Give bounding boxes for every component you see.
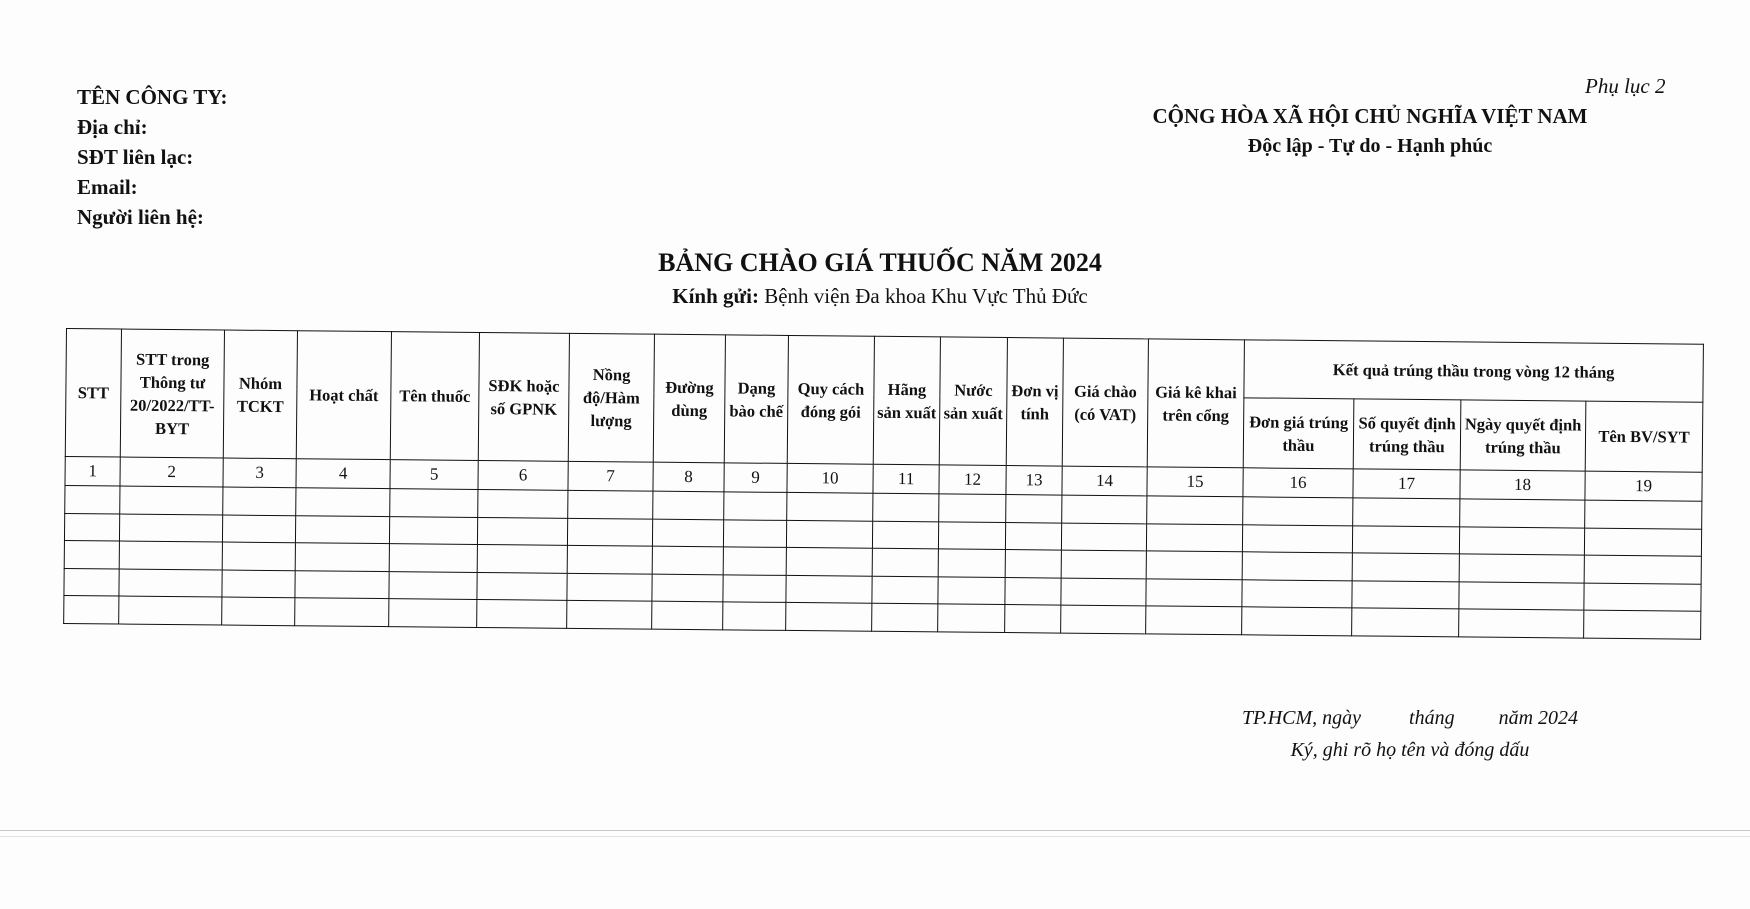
column-number: 5 <box>390 460 478 490</box>
header-winning-unit-price: Đơn giá trúng thầu <box>1243 398 1354 469</box>
price-quote-table-wrapper <box>63 328 1690 671</box>
header-hospital-name: Tên BV/SYT <box>1585 401 1703 472</box>
column-number: 18 <box>1460 470 1585 500</box>
column-number: 13 <box>1006 466 1062 496</box>
header-tender-results-group: Kết quả trúng thầu trong vòng 12 tháng <box>1244 340 1704 402</box>
column-number: 4 <box>296 459 390 489</box>
recipient-name: Bệnh viện Đa khoa Khu Vực Thủ Đức <box>764 284 1088 308</box>
header-registration-no: SĐK hoặc số GPNK <box>478 332 569 461</box>
header-active-ingredient: Hoạt chất <box>296 331 391 460</box>
column-number: 8 <box>653 462 724 492</box>
column-number: 17 <box>1353 469 1460 499</box>
column-number: 7 <box>568 461 653 491</box>
signature-block <box>1210 702 1610 766</box>
address-label: Địa chỉ: <box>77 115 148 139</box>
header-manufacturer: Hãng sản xuất <box>873 336 940 465</box>
column-number: 6 <box>478 460 568 490</box>
recipient-line <box>450 284 1310 309</box>
scan-edge-line <box>0 830 1750 831</box>
signature-note: Ký, ghi rõ họ tên và đóng dấu <box>1290 739 1530 761</box>
column-number: 19 <box>1585 471 1702 501</box>
header-offer-price: Giá chào (có VAT) <box>1062 338 1148 467</box>
email-label: Email: <box>77 175 138 199</box>
column-number: 10 <box>787 463 873 493</box>
column-number: 11 <box>873 464 939 494</box>
header-group: Nhóm TCKT <box>223 330 297 459</box>
header-stt-circular: STT trong Thông tư 20/2022/TT-BYT <box>120 329 224 458</box>
header-stt: STT <box>65 329 121 458</box>
company-name-label: TÊN CÔNG TY: <box>77 85 228 109</box>
header-unit: Đơn vị tính <box>1006 338 1063 467</box>
national-heading <box>1120 101 1620 161</box>
column-number: 2 <box>120 457 223 487</box>
document-title: BẢNG CHÀO GIÁ THUỐC NĂM 2024 <box>658 248 1102 277</box>
header-drug-name: Tên thuốc <box>390 332 479 461</box>
contact-person-label: Người liên hệ: <box>77 205 204 229</box>
recipient-label: Kính gửi: <box>672 284 759 308</box>
scan-edge-line <box>0 836 1750 837</box>
year-label: năm 2024 <box>1498 707 1579 729</box>
phone-label: SĐT liên lạc: <box>77 145 194 169</box>
appendix-label: Phụ lục 2 <box>1585 74 1666 98</box>
header-decision-date: Ngày quyết định trúng thầu <box>1460 400 1586 471</box>
column-number: 15 <box>1147 467 1243 497</box>
column-number: 9 <box>724 463 787 493</box>
country-name: CỘNG HÒA XÃ HỘI CHỦ NGHĨA VIỆT NAM <box>1152 104 1588 128</box>
column-number: 16 <box>1243 468 1353 498</box>
national-motto: Độc lập - Tự do - Hạnh phúc <box>1247 135 1493 157</box>
place-date-line <box>1210 702 1610 734</box>
header-concentration: Nồng độ/Hàm lượng <box>568 333 654 462</box>
column-number: 12 <box>939 465 1006 495</box>
place-date-prefix: TP.HCM, ngày <box>1241 707 1362 729</box>
header-country: Nước sản xuất <box>939 337 1007 466</box>
header-packaging: Quy cách đóng gói <box>787 335 874 464</box>
column-number: 14 <box>1062 466 1147 496</box>
price-quote-table <box>63 328 1704 639</box>
header-dosage-form: Dạng bào chế <box>724 335 788 464</box>
month-label: tháng <box>1409 707 1455 729</box>
header-decision-number: Số quyết định trúng thầu <box>1353 399 1461 470</box>
column-number: 1 <box>65 456 120 486</box>
company-info <box>77 82 228 232</box>
column-number: 3 <box>223 458 296 488</box>
header-route: Đường dùng <box>653 334 725 463</box>
header-declared-price: Giá kê khai trên cổng <box>1147 339 1244 468</box>
